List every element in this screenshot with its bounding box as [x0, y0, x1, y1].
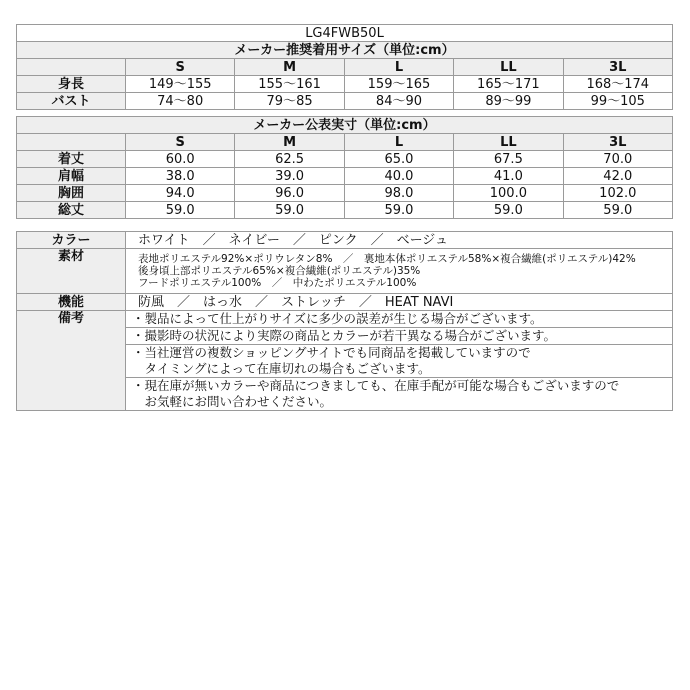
notes-row — [17, 311, 673, 328]
table-cell: 38.0 — [126, 168, 235, 185]
product-info-table — [16, 231, 673, 411]
table-cell: 100.0 — [454, 185, 563, 202]
size-header: L — [344, 59, 453, 76]
function-value: 防風 ／ はっ水 ／ ストレッチ ／ HEAT NAVI — [126, 294, 673, 311]
note-line: ・撮影時の状況により実際の商品とカラーが若干異なる場合がございます。 — [132, 328, 557, 343]
table-row — [17, 168, 673, 185]
table-cell: 99～105 — [563, 93, 672, 110]
table-cell: 59.0 — [344, 202, 453, 219]
size-header: M — [235, 59, 344, 76]
size-header: S — [126, 134, 235, 151]
recommended-title: メーカー推奨着用サイズ（単位:cm） — [17, 42, 673, 59]
measurement-table — [16, 116, 673, 219]
material-label: 素材 — [17, 249, 126, 294]
table-row — [17, 93, 673, 110]
table-cell: 98.0 — [344, 185, 453, 202]
note-line: タイミングによって在庫切れの場合もございます。 — [132, 361, 431, 376]
table-cell: 155～161 — [235, 76, 344, 93]
table-cell: 159～165 — [344, 76, 453, 93]
table-cell: 59.0 — [235, 202, 344, 219]
table-cell: 74～80 — [126, 93, 235, 110]
note-item — [126, 311, 673, 328]
size-header: L — [344, 134, 453, 151]
table-cell: 89～99 — [454, 93, 563, 110]
table-cell: 60.0 — [126, 151, 235, 168]
table-cell: 84～90 — [344, 93, 453, 110]
function-row — [17, 294, 673, 311]
size-header: 3L — [563, 59, 672, 76]
material-value — [126, 249, 673, 294]
row-label: 胸囲 — [17, 185, 126, 202]
table-cell: 165～171 — [454, 76, 563, 93]
note-line: ・製品によって仕上がりサイズに多少の誤差が生じる場合がございます。 — [132, 311, 543, 326]
corner-cell — [17, 134, 126, 151]
note-line: ・現在庫が無いカラーや商品につきましても、在庫手配が可能な場合もございますので — [132, 378, 620, 393]
table-cell: 39.0 — [235, 168, 344, 185]
note-item — [126, 378, 673, 411]
row-label: バスト — [17, 93, 126, 110]
size-header: LL — [454, 134, 563, 151]
table-cell: 65.0 — [344, 151, 453, 168]
measurement-title: メーカー公表実寸（単位:cm） — [17, 117, 673, 134]
row-label: 着丈 — [17, 151, 126, 168]
note-item — [126, 345, 673, 378]
table-cell: 96.0 — [235, 185, 344, 202]
material-row — [17, 249, 673, 294]
size-header: LL — [454, 59, 563, 76]
table-cell: 59.0 — [563, 202, 672, 219]
note-line: ・当社運営の複数ショッピングサイトでも同商品を掲載していますので — [132, 345, 531, 360]
table-row — [17, 202, 673, 219]
notes-label: 備考 — [17, 311, 126, 411]
table-cell: 79～85 — [235, 93, 344, 110]
table-cell: 59.0 — [454, 202, 563, 219]
table-row — [17, 151, 673, 168]
row-label: 肩幅 — [17, 168, 126, 185]
size-header: M — [235, 134, 344, 151]
model-number: LG4FWB50L — [17, 25, 673, 42]
size-header: S — [126, 59, 235, 76]
table-cell: 70.0 — [563, 151, 672, 168]
table-cell: 102.0 — [563, 185, 672, 202]
material-line: 後身頃上部ポリエステル65%×複合繊維(ポリエステル)35% — [138, 265, 421, 277]
table-cell: 168～174 — [563, 76, 672, 93]
color-value: ホワイト ／ ネイビー ／ ピンク ／ ベージュ — [126, 232, 673, 249]
color-row — [17, 232, 673, 249]
function-label: 機能 — [17, 294, 126, 311]
table-cell: 62.5 — [235, 151, 344, 168]
size-header: 3L — [563, 134, 672, 151]
table-row — [17, 76, 673, 93]
table-cell: 149～155 — [126, 76, 235, 93]
table-cell: 41.0 — [454, 168, 563, 185]
color-label: カラー — [17, 232, 126, 249]
table-cell: 94.0 — [126, 185, 235, 202]
material-line: フードポリエステル100% ／ 中わたポリエステル100% — [138, 277, 417, 289]
row-label: 身長 — [17, 76, 126, 93]
note-item — [126, 328, 673, 345]
corner-cell — [17, 59, 126, 76]
row-label: 総丈 — [17, 202, 126, 219]
table-cell: 59.0 — [126, 202, 235, 219]
table-row — [17, 185, 673, 202]
material-line: 表地ポリエステル92%×ポリウレタン8% ／ 裏地本体ポリエステル58%×複合繊維(ポリエステル)42% — [138, 253, 636, 265]
recommended-size-table — [16, 24, 673, 110]
table-cell: 42.0 — [563, 168, 672, 185]
note-line: お気軽にお問い合わせください。 — [132, 394, 333, 409]
table-cell: 40.0 — [344, 168, 453, 185]
table-cell: 67.5 — [454, 151, 563, 168]
